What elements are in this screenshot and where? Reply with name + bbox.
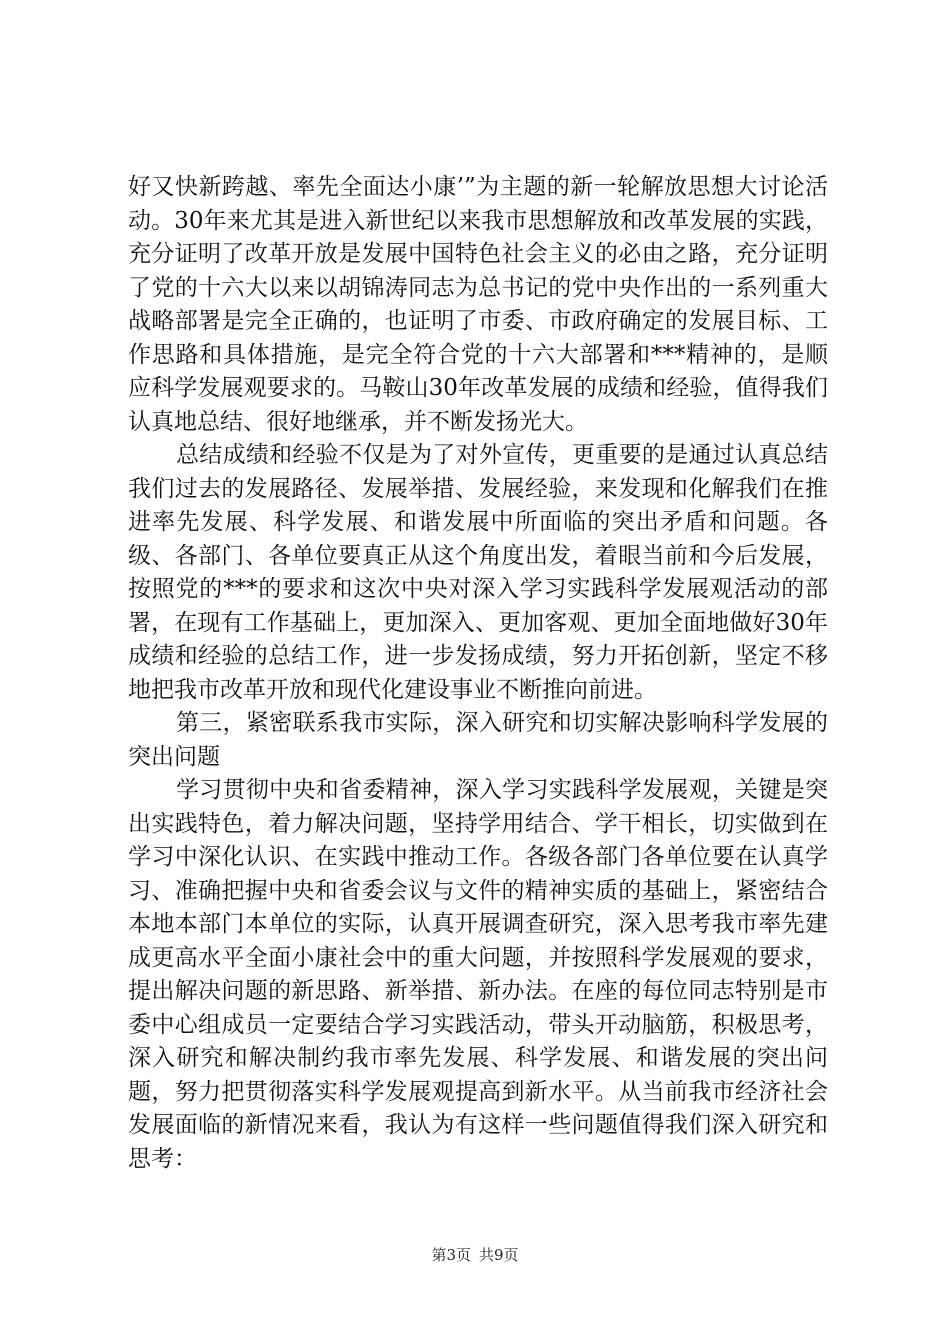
- page-number: 第3页: [431, 1246, 471, 1264]
- page-footer: [0, 1244, 950, 1265]
- page-total: 共9页: [479, 1246, 519, 1264]
- paragraph-1: 好又快新跨越、率先全面达小康’”为主题的新一轮解放思想大讨论活动。30年来尤其是进入新世纪以来我市思想解放和改革发展的实践，充分证明了改革开放是发展中国特色社会主义的必由之路，充分证明了党的十六大以来以胡锦涛同志为总书记的党中央作出的一系列重大战略部署是完全正确的，也证明了市委、市政府确定的发展目标、工作思路和具体措施，是完全符合党的十六大部署和***精神的，是顺应科学发展观要求的。马鞍山30年改革发展的成绩和经验，值得我们认真地总结、很好地继承，并不断发扬光大。: [128, 174, 828, 435]
- paragraph-2: 总结成绩和经验不仅是为了对外宣传，更重要的是通过认真总结我们过去的发展路径、发展举措、发展经验，来发现和化解我们在推进率先发展、科学发展、和谐发展中所面临的突出矛盾和问题。各级、各部门、各单位要真正从这个角度出发，着眼当前和今后发展，按照党的***的要求和这次中央对深入学习实践科学发展观活动的部署，在现有工作基础上，更加深入、更加客观、更加全面地做好30年成绩和经验的总结工作，进一步发扬成绩，努力开拓创新，坚定不移地把我市改革开放和现代化建设事业不断推向前进。: [128, 442, 828, 703]
- section-heading-third: 第三，紧密联系我市实际，深入研究和切实解决影响科学发展的突出问题: [128, 710, 828, 770]
- paragraph-3: 学习贯彻中央和省委精神，深入学习实践科学发展观，关键是突出实践特色，着力解决问题，坚持学用结合、学干相长，切实做到在学习中深化认识、在实践中推动工作。各级各部门各单位要在认真学习、准确把握中央和省委会议与文件的精神实质的基础上，紧密结合本地本部门本单位的实际，认真开展调查研究，深入思考我市率先建成更高水平全面小康社会中的重大问题，并按照科学发展观的要求，提出解决问题的新思路、新举措、新办法。在座的每位同志特别是市委中心组成员一定要结合学习实践活动，带头开动脑筋，积极思考，深入研究和解决制约我市率先发展、科学发展、和谐发展的突出问题，努力把贯彻落实科学发展观提高到新水平。从当前我市经济社会发展面临的新情况来看，我认为有这样一些问题值得我们深入研究和思考：: [128, 777, 828, 1172]
- document-body: [128, 171, 828, 1176]
